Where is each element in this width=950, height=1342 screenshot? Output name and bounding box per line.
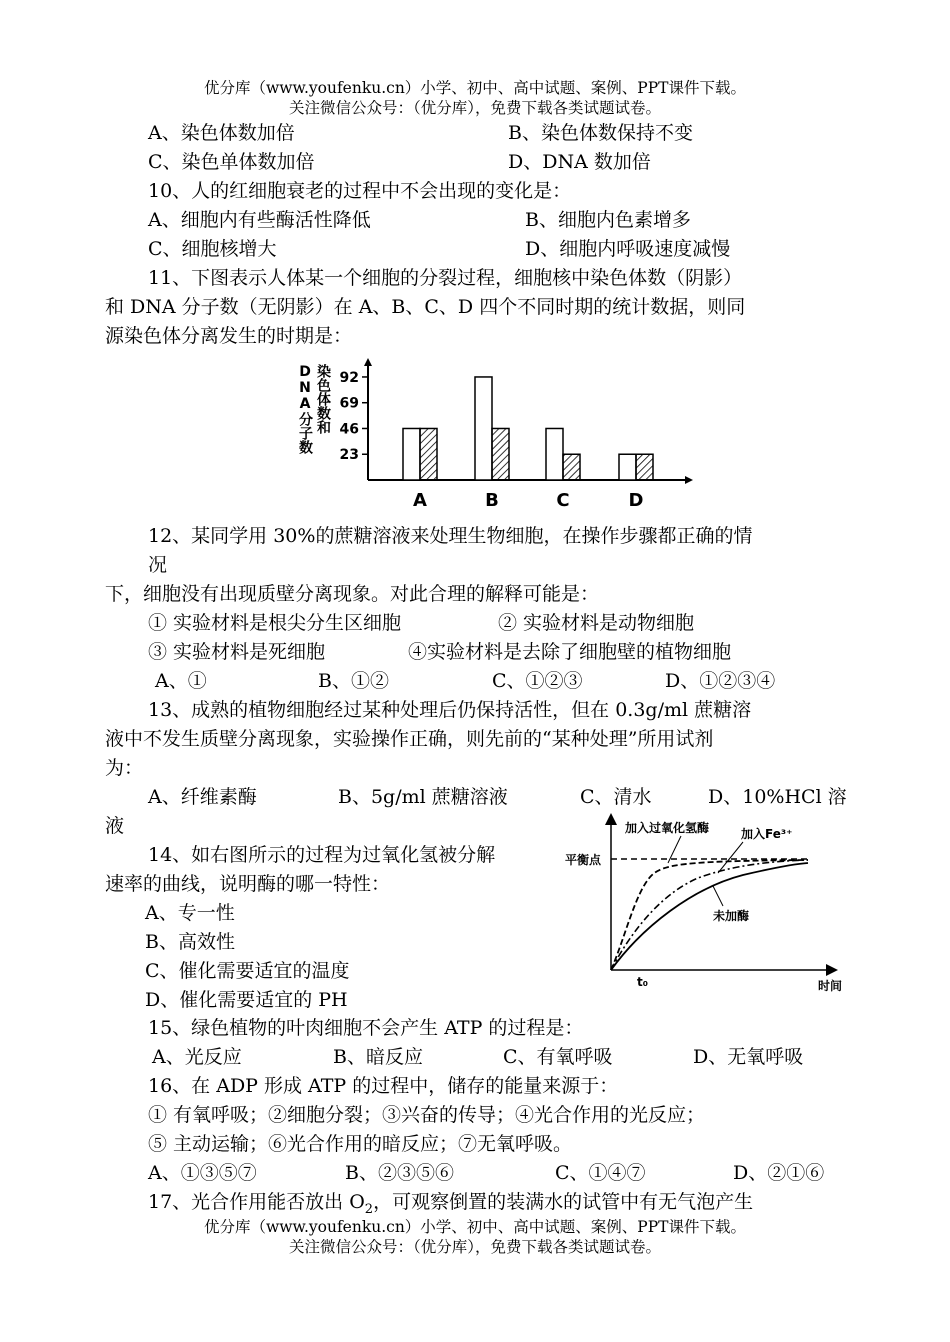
q16-line2: ⑤ 主动运输；⑥光合作用的暗反应；⑦无氧呼吸。 (148, 1133, 573, 1155)
q12-option-a: A、① (155, 670, 207, 692)
q16-option-b: B、②③⑤⑥ (345, 1162, 454, 1184)
q12-item3: ③ 实验材料是死细胞 (148, 641, 326, 663)
q13-option-b: B、5g/ml 蔗糖溶液 (338, 786, 508, 808)
category-label-B: B (485, 490, 499, 511)
q14-line2: 速率的曲线，说明酶的哪一特性： (105, 873, 391, 895)
q15-option-a: A、光反应 (152, 1046, 242, 1068)
y-axis-label-col1: 染色体数和 (315, 364, 331, 434)
q12-item2: ② 实验材料是动物细胞 (498, 612, 695, 634)
y-axis-label-col2: DNA分子数 (297, 364, 313, 454)
page-footer-line2: 关注微信公众号：（优分库），免费下载各类试题试卷。 (288, 1238, 661, 1256)
page-footer-line1: 优分库（www.youfenku.cn）小学、初中、高中试题、案例、PPT课件下载。 (203, 1218, 747, 1236)
y-tick-label: 69 (339, 395, 359, 412)
q12-option-b: B、①② (318, 670, 389, 692)
q12-option-d: D、①②③④ (665, 670, 776, 692)
bar-dna-C (546, 428, 563, 480)
q14-option-b: B、高效性 (145, 931, 235, 953)
label-t0: t₀ (637, 975, 648, 989)
y-tick-label: 92 (339, 369, 359, 386)
q14-option-d: D、催化需要适宜的 PH (145, 989, 348, 1011)
q16-option-c: C、①④⑦ (555, 1162, 646, 1184)
label-none: 未加酶 (713, 909, 750, 923)
label-time: 时间 (818, 979, 843, 993)
bar-chart-x-arrow (685, 476, 693, 484)
q12-line2: 下，细胞没有出现质壁分离现象。对此合理的解释可能是： (105, 583, 600, 605)
y-tick-label: 23 (339, 447, 359, 464)
q12-item4: ④实验材料是去除了细胞壁的植物细胞 (408, 641, 732, 663)
label-balance: 平衡点 (565, 853, 602, 867)
bar-chart (285, 352, 695, 512)
q14-option-c: C、催化需要适宜的温度 (145, 960, 350, 982)
q9-option-c: C、染色单体数加倍 (148, 151, 315, 173)
q10-stem: 10、人的红细胞衰老的过程中不会出现的变化是： (148, 180, 572, 202)
q9-option-b: B、染色体数保持不变 (508, 122, 693, 144)
q17-stem-b: ，可观察倒置的装满水的试管中有无气泡产生 (373, 1191, 754, 1213)
curve-no-enzyme (611, 863, 808, 970)
q12-line1b: 况 (148, 554, 168, 576)
q15-option-d: D、无氧呼吸 (693, 1046, 804, 1068)
bar-dna-B (475, 377, 492, 480)
category-label-D: D (628, 490, 644, 511)
q10-option-c: C、细胞核增大 (148, 238, 277, 260)
q13-line2: 液中不发生质壁分离现象，实验操作正确，则先前的“某种处理”所用试剂 (105, 728, 714, 750)
q17-stem-sub: 2 (364, 1201, 374, 1217)
q13-option-a: A、纤维素酶 (148, 786, 257, 808)
page-header-line1: 优分库（www.youfenku.cn）小学、初中、高中试题、案例、PPT课件下载。 (203, 79, 747, 97)
q16-option-a: A、①③⑤⑦ (148, 1162, 257, 1184)
category-label-C: C (556, 490, 570, 511)
q14-option-a: A、专一性 (145, 902, 235, 924)
q10-option-a: A、细胞内有些酶活性降低 (148, 209, 371, 231)
bar-chart-y-arrow (364, 358, 372, 366)
q9-option-a: A、染色体数加倍 (148, 122, 295, 144)
q12-line1: 12、某同学用 30%的蔗糖溶液来处理生物细胞，在操作步骤都正确的情 (148, 525, 753, 547)
q13-option-d: D、10%HCl 溶 (708, 786, 847, 808)
bar-dna-D (619, 454, 636, 480)
page-header-line2: 关注微信公众号：（优分库），免费下载各类试题试卷。 (288, 99, 661, 117)
bar-chromosome-C (563, 454, 580, 480)
q13-line1: 13、成熟的植物细胞经过某种处理后仍保持活性，但在 0.3g/ml 蔗糖溶 (148, 699, 752, 721)
bar-chromosome-D (636, 454, 653, 480)
q11-line2: 和 DNA 分子数（无阴影）在 A、B、C、D 四个不同时期的统计数据，则同 (105, 296, 746, 318)
q15-option-c: C、有氧呼吸 (503, 1046, 613, 1068)
reaction-curve-figure (563, 808, 853, 998)
q11-line1: 11、下图表示人体某一个细胞的分裂过程，细胞核中染色体数（阴影） (148, 267, 743, 289)
q16-line1: ① 有氧呼吸；②细胞分裂；③兴奋的传导；④光合作用的光反应； (148, 1104, 706, 1126)
bar-dna-A (403, 428, 420, 480)
leader-fe (718, 842, 743, 873)
bar-chromosome-B (492, 428, 509, 480)
q16-stem: 16、在 ADP 形成 ATP 的过程中，储存的能量来源于： (148, 1075, 619, 1097)
q9-option-d: D、DNA 数加倍 (508, 151, 651, 173)
q15-stem: 15、绿色植物的叶肉细胞不会产生 ATP 的过程是： (148, 1017, 584, 1039)
leader-none (713, 886, 723, 906)
label-fe: 加入Fe³⁺ (741, 827, 793, 841)
q14-line1: 14、如右图所示的过程为过氧化氢被分解 (148, 844, 496, 866)
q12-option-c: C、①②③ (492, 670, 583, 692)
y-tick-label: 46 (339, 421, 359, 438)
q17-stem-a: 17、光合作用能否放出 O (148, 1191, 365, 1213)
curve-enzyme (611, 860, 808, 970)
q13-option-d-cont: 液 (105, 815, 125, 837)
label-enzyme: 加入过氧化氢酶 (625, 821, 710, 835)
q13-line3: 为： (105, 757, 144, 779)
q15-option-b: B、暗反应 (333, 1046, 423, 1068)
q13-option-c: C、清水 (580, 786, 652, 808)
q16-option-d: D、②①⑥ (733, 1162, 825, 1184)
bar-chromosome-A (420, 428, 437, 480)
q12-item1: ① 实验材料是根尖分生区细胞 (148, 612, 402, 634)
q10-option-d: D、细胞内呼吸速度减慢 (525, 238, 731, 260)
q11-line3: 源染色体分离发生的时期是： (105, 325, 353, 347)
q10-option-b: B、细胞内色素增多 (525, 209, 691, 231)
curve-fe (611, 860, 808, 970)
category-label-A: A (413, 490, 427, 511)
